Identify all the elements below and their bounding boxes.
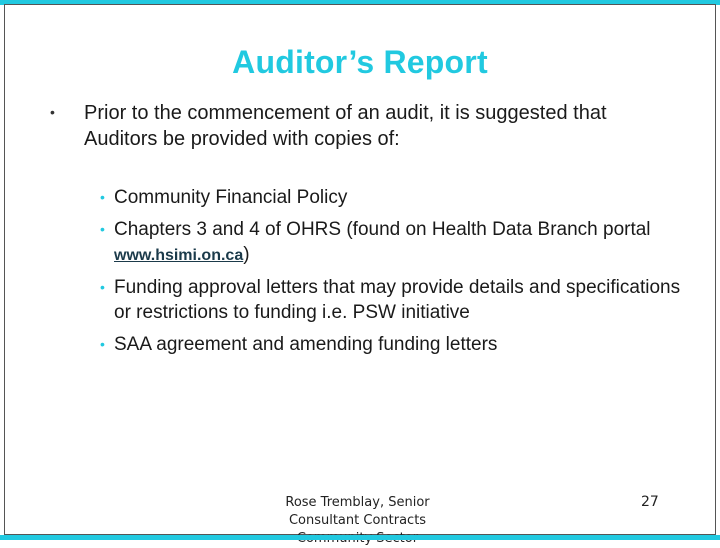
sub-point-text: Chapters 3 and 4 of OHRS (found on Health Data Branch portal bbox=[114, 219, 651, 240]
bullet-icon: • bbox=[100, 279, 105, 295]
sub-point-item bbox=[100, 217, 700, 268]
sub-point-item bbox=[100, 332, 700, 357]
bullet-icon: • bbox=[100, 336, 105, 352]
bullet-icon: • bbox=[50, 104, 55, 120]
sub-point-text: Funding approval letters that may provide details and specifications or restrictions to funding i.e. PSW initiative bbox=[114, 277, 681, 323]
footer-line: Consultant Contracts bbox=[288, 513, 427, 528]
sub-point-text-suffix: ) bbox=[243, 244, 250, 265]
sub-point-item bbox=[100, 185, 700, 210]
slide-title: Auditor’s Report bbox=[232, 44, 488, 80]
main-point-text: Prior to the commencement of an audit, it is suggested that Auditors be provided with copies of: bbox=[84, 102, 607, 150]
hsimi-link[interactable]: www.hsimi.on.ca bbox=[114, 247, 244, 264]
sub-point-text: SAA agreement and amending funding letters bbox=[114, 334, 498, 355]
sub-point-item bbox=[100, 275, 700, 325]
footer-line: Rose Tremblay, Senior bbox=[285, 495, 430, 510]
footer-text bbox=[270, 494, 445, 538]
bullet-icon: • bbox=[100, 221, 105, 237]
sub-point-text: Community Financial Policy bbox=[114, 187, 348, 208]
sub-point-list bbox=[100, 185, 700, 364]
bottom-accent-bar bbox=[0, 535, 720, 540]
bullet-icon: • bbox=[100, 189, 105, 205]
page-number: 27 bbox=[641, 494, 659, 510]
